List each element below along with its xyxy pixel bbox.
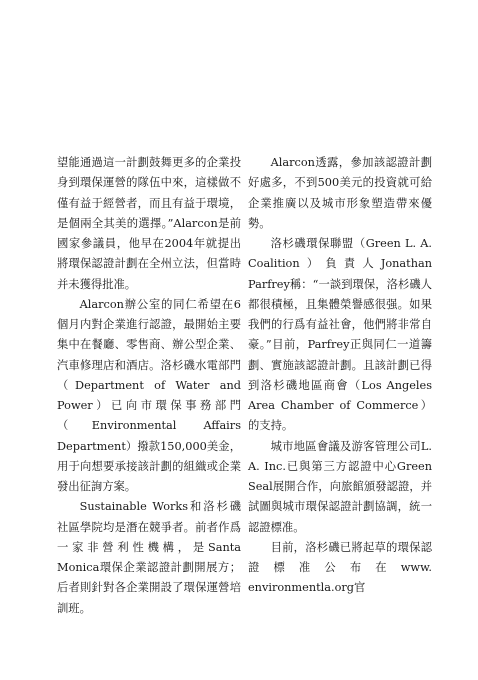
paragraph-green-la-coalition: 洛杉磯環保聯盟（Green L. A. Coalition）負責人Jonathan Parfrey稱：“一談到環保，洛杉磯人都很積極，且集體榮譽感很强。如果我們的行爲有益社會，他們將非常自豪。”目前，Parfrey正與同仁一道籌劃、實施該認證計劃。且該計劃已得到洛杉磯地區商會（Los Angeles Area Chamber of Commerce）的支持。 [248, 237, 432, 433]
paragraph-office-plan: Alarcon辦公室的同仁希望在6個月内對企業進行認證，最開始主要集中在餐廳、零售商、辦公型企業、汽車修理店和酒店。洛杉磯水電部門（Department of Water and Power）已向市環保事務部門（Environmental Affairs Department）撥款150,000美金，用于向想要承接該計劃的組織或企業發出征詢方案。 [57, 297, 241, 493]
paragraph-program-goal: 望能通過這一計劃鼓舞更多的企業投身到環保運營的隊伍中來，這樣做不僅有益于經營者，而且有益于環境，是個兩全其美的選擇。”Alarcon是前國家參議員，他早在2004年就提出將環保認證計劃在全州立法，但當時并未獲得批准。 [57, 156, 241, 291]
paragraph-competitors: Sustainable Works和洛杉磯社區學院均是潛在競爭者。前者作爲一家非營利性機構，是Santa Monica環保企業認證計劃開展方；后者則針對各企業開設了環保運營培訓班。 [57, 500, 241, 615]
left-text-column [57, 153, 241, 619]
paragraph-benefits: Alarcon透露，參加該認證計劃好處多，不到500美元的投資就可給企業推廣以及城市形象塑造帶來優勢。 [248, 156, 432, 230]
paragraph-standards-published: 目前，洛杉磯已將起草的環保認證標准公布在www. environmentla.org官 [248, 540, 432, 595]
right-text-column [248, 153, 432, 599]
paragraph-la-inc-green-seal: 城市地區會議及游客管理公司L. A. Inc.已與第三方認證中心Green Seal展開合作，向旅館頒發認證，并試圖與城市環保認證計劃協調，統一認證標准。 [248, 439, 432, 534]
